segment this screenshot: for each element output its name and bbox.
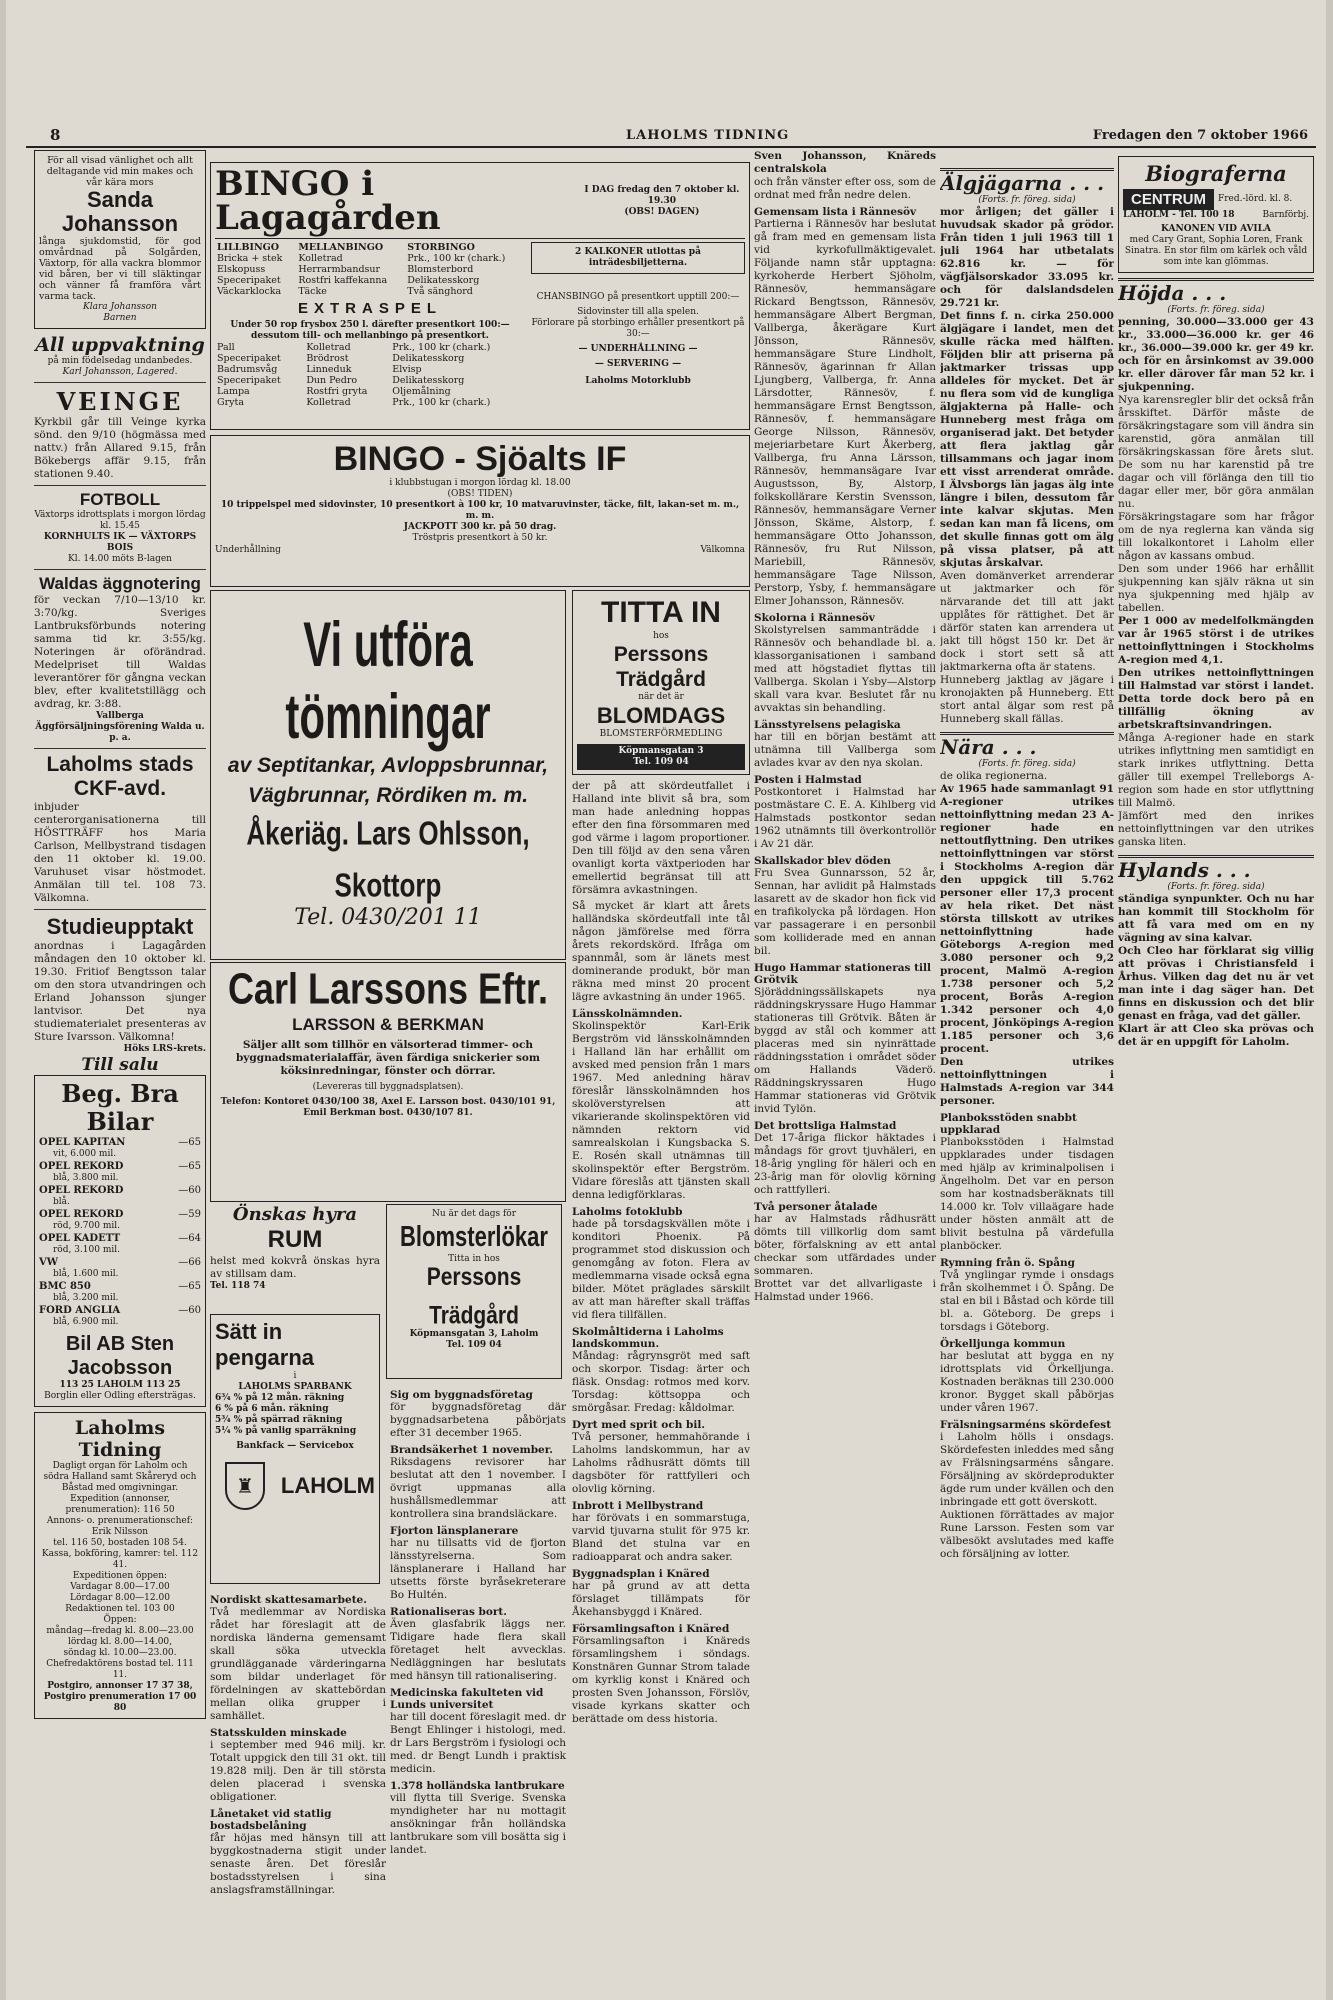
bingo-title: BINGO i Lagagården [215, 164, 441, 238]
prize-row [215, 264, 525, 275]
inbr-body: har förövats i en sommarstuga, varvid tjuvarna stulit för 975 kr. Bland det stulna var en radioapparat och andra saker. [572, 1512, 750, 1563]
rate-line: 5¾ % på spärrad räkning [215, 1415, 343, 1425]
stat-body: i september med 946 milj. kr. Totalt uppgick den till 31 okt. till 19.828 milj. Den är till största delen placerad i svenska obligationer. [210, 1739, 386, 1803]
car-row [39, 1208, 201, 1221]
bingo-head: LILLBINGO [217, 242, 280, 253]
frals-title: Frälsningsarméns skördefest [940, 1419, 1112, 1431]
ckf-title: Laholms stads CKF-avd. [46, 753, 194, 800]
car-year: —59 [178, 1209, 201, 1220]
thanks-body: långa sjukdomstid, för god omvårdnad på Solgården, Växtorp, för alla vackra blommor vid båren, ber vi till släktingar och vänner få framföra vårt varma tack. [39, 236, 201, 302]
blom-addr: Köpmansgatan 3, Laholm [409, 1329, 539, 1339]
cars-title: Beg. Bra Bilar [61, 1079, 179, 1136]
carl-body: Säljer allt som tillhör en välsorterad timmer- och byggnadsmaterialaffär, även färdiga snickerier som köksinredningar, fönster och dörrar. [235, 1039, 541, 1077]
car-row [39, 1160, 201, 1173]
prize-cell: Rostfri kaffekanna [298, 275, 388, 286]
studie-sign: Höks LRS-krets. [123, 1044, 206, 1054]
vi-title: Vi utföra tömningar [285, 609, 491, 752]
uppvaktning-title: All uppvaktning [35, 334, 205, 356]
fors-title: Församlingsafton i Knäred [572, 1623, 730, 1635]
hojda-body2: Nya karensregler blir det också från årsskiftet. Därför måste de försäkringstagare som vill ändra sin karenstid, göra anmälan till försäkringskassan före årets slut. De som nu har karenstid på tre dagar och vill förlänga den till tio dagar eller mer, bör göra anmälan nu. [1118, 394, 1314, 510]
veinge-body: Kyrkbil går till Veinge kyrka sönd. den 9/10 (högmässa med nattv.) från Allared 9.15, från Bökebergs affär 9.15, från stationen 9.40. [34, 416, 206, 480]
inbr-title: Inbrott i Mellbystrand [572, 1500, 704, 1512]
prize-cell: Täcke [298, 286, 327, 297]
lans-body: Skolinspektör Karl-Erik Bergström vid länsskolnämnden i Halland län har erhållit om avsked med pension från 1 mars 1967. Med anledning härav föreslår länsskolnämnden hos skolöverstyrelsen att vikarierande skolinspektören vid nämnden rektorn vid samrealskolan i Kungsbacka S. E. Rosén skall utnämnas till skolinspektör efter Bergström. Vidare föreslås att tjänsten skall denna ledigförklaras. [572, 1020, 750, 1201]
prize-cell: Prk., 100 kr (chark.) [407, 253, 506, 264]
blom-titta: Titta in hos [448, 1254, 500, 1264]
alg-body2: Det finns f. n. cirka 250.000 älgjägare i landet, men det skulle räcka med hälften. Följden blir att priserna på jaktmarker trissas upp alldeles för mycket. Det är nu flera som vid de kungliga älgjakterna på Halle- och Hunneberg mest fråga om organiserad jakt. Det betyder att flera jaktlag går tillsammans och jagar inom ett visst arrenderat område. I Älvsborgs län jagas älg inte längre i bilen, dessutom får inte kalvar skjutas. Men sedan kan man få licens, om det skulle finnas gott om älg på vissa platser, på att skjutas årskalvar. [940, 310, 1114, 569]
fjorton-title: Fjorton länsplanerare [390, 1525, 519, 1537]
prize-cell: Blomsterbord [407, 264, 474, 275]
hyl-sub: (Forts. fr. föreg. sida) [1167, 882, 1265, 892]
satt-bank2: Bankfack — Servicebox [236, 1441, 354, 1451]
prize-cell: Prk., 100 kr (chark.) [392, 342, 491, 353]
lan-body: får höjas med hänsyn till att byggkostnaderna stigit under senaste åren. Det föreslår bostadsstyrelsen i sina anslagsframställningar. [210, 1832, 386, 1896]
sj-body: 10 trippelspel med sidovinster, 10 presentkort à 100 kr, 10 matvaruvinster, täcke, filt, lakan-set m. m., m. m. [220, 500, 740, 521]
sj-obs: (OBS! TIDEN) [447, 489, 513, 499]
titta-addr: Köpmansgatan 3 [618, 746, 704, 756]
a1-body2: Så mycket är klart att årets halländska skördeutfall inte tål någon jämförelse med förra årets rekordskörd. Ifråga om spannmål, som är länets mest dominerande produkt, bör man räkna med minst 20 procent lägre avkastning än under 1965. [572, 900, 750, 1003]
onskas-hyra-ad [210, 1204, 380, 1312]
lans-title: Länsskolnämnden. [572, 1008, 683, 1020]
nara-body: de olika regionerna. [940, 770, 1048, 782]
posten-title: Posten i Halmstad [754, 774, 862, 786]
alg-body4: Hunneberg jaktlag av jägare i kronojakten på Hunneberg. Ett stort antal älgar som rest på Hunneberg skall fällas. [940, 674, 1114, 725]
fotboll-extra: Kl. 14.00 möts B-lagen [68, 554, 172, 564]
bingo-head: STORBINGO [407, 242, 475, 253]
studie-title: Studieupptakt [46, 914, 194, 939]
uppvaktning-body: på min födelsedag undanbedes. [47, 356, 193, 366]
brand-title: Brandsäkerhet 1 november. [390, 1444, 553, 1456]
bingo-und: — UNDERHÅLLNING — [578, 344, 698, 354]
stat-title: Statsskulden minskade [210, 1727, 347, 1739]
centrum-barn: Barnförbj. [1262, 210, 1309, 220]
prize-cell: Delikatesskorg [407, 275, 480, 286]
car-name: OPEL REKORD [39, 1185, 124, 1196]
nara-title: Nära . . . [940, 735, 1037, 759]
lt-box [34, 1412, 206, 1719]
titta-in-ad [572, 590, 750, 775]
blom-top: Nu är det dags för [431, 1209, 517, 1219]
satt-laholm: LAHOLM [280, 1473, 375, 1498]
nara-body2: Av 1965 hade sammanlagt 91 A-regioner utrikes nettoinflyttning medan 23 A-regioner hade en nettoutflyttning. Den utrikes nettoinflyttningen var störst i Stockholms A-region där den uppgick till 5.762 personer eller 17,3 procent av hela riket. Det näst största tillskott av utrikes nettoinflyttning hade Göteborgs A-region med 3.080 personer och 9,2 procent, Malmö A-region 1.738 personer och 5,2 procent, Borås A-region 1.342 personer och 4,0 procent, Jönköpings A-region 1.185 personer och 3,6 procent. [940, 783, 1114, 1055]
alg-body3: Aven domänverket arrenderar ut jaktmarker och för närvarande det till att jakt upplåtes för rättighet. Det är därför staten kan arrendera ut jakt till högst 150 kr. Det är dock i stort sett så att jaktmarkerna ofta är statens. [940, 570, 1114, 673]
hyl-body3: Klart är att Cleo ska prövas och det är en uppgift för Laholm. [1118, 1023, 1314, 1048]
prize-row [215, 275, 525, 286]
bingo-prize-table [215, 242, 525, 297]
bingo-extra-title: EXTRASPEL [297, 300, 442, 317]
prize-cell: Badrumsvåg [217, 364, 278, 375]
hyl-body: ständiga synpunkter. Och nu har han kommit till Stockholm för att få vara med om en ny vägning av sina kalvar. [1118, 893, 1314, 944]
vi-tel: Tel. 0430/201 11 [294, 905, 482, 930]
car-year: —60 [178, 1185, 201, 1196]
ho-title: 1.378 holländska lantbrukare [390, 1780, 565, 1792]
blom-name: Perssons Trädgård [426, 1263, 522, 1330]
gem-title: Gemensam lista i Rännesöv [754, 206, 917, 218]
carl-sub: LARSSON & BERKMAN [292, 1015, 484, 1034]
page-number: 8 [50, 126, 61, 144]
car-year: —66 [178, 1257, 201, 1268]
lt-oppen: Öppen: [103, 1615, 137, 1625]
hojda-body7: Många A-regioner hade en stark utrikes inflyttning men samtidigt en stark inrikes utflyttning. Detta gäller till exempel Trelleborgs A-region som hade en stor utflyttning till Malmö. [1118, 732, 1314, 809]
hugo-body: Sjöräddningssällskapets nya räddningskryssare Hugo Hammar stationeras till Grötvik. Båten är byggd av stål och kommer att placeras med sin nyinrättade räddningsstation i området söder om Hallands Väderö. Räddningskryssaren Hugo Hammar stationeras vid Grötvik invid Tylön. [754, 986, 936, 1115]
blom-tel: Tel. 109 04 [446, 1340, 502, 1350]
skol-body: Måndag: rågrynsgröt med saft och skorpor. Tisdag: ärter och fläsk. Onsdag: rotmos med korv. Torsdag: köttsoppa och smörgåsar. Fredag: kåldolmar. [572, 1350, 750, 1414]
bingo-extra-body: Under 50 rop frysbox 250 l. därefter presentkort 100:— dessutom till- och mellanbingo på presentkort. [230, 320, 510, 341]
frals-body: i Laholm hölls i onsdags. Skördefesten inleddes med sång av Frälsningsarméns sångare. Försäljning av skördeprodukter ägde rum under kvällen och den inbringade ett gott överskott. [940, 1431, 1114, 1508]
prize-cell: Elskopuss [217, 264, 266, 275]
alg-sub: (Forts. fr. föreg. sida) [978, 195, 1076, 205]
thanks-text: För all visad vänlighet och allt deltagande vid min makes och vår kära mors [46, 155, 194, 188]
onskas-tel: Tel. 118 74 [210, 1281, 266, 1291]
bio-title: Biograferna [1145, 161, 1287, 186]
lt-chef: Chefredaktörens bostad tel. 111 11. [46, 1659, 194, 1680]
hyl-body2: Och Cleo har förklarat sig villig att prövas i Christiansfeld i Århus. Vilken dag det nu är vet man inte i dag säger han. Det finns en diskussion och det blir genast en fråga, vad det gäller. [1118, 945, 1314, 1022]
posten-body: Postkontoret i Halmstad har postmästare C. E. A. Kihlberg vid Halmstads postkontor sedan 1962 utnämnts till överkontrollör i Av 21 där. [754, 786, 936, 850]
skolorna-body: Skolstyrelsen sammanträdde i Rännesöv och behandlade bl. a. klassorganisationen i samband med att högstadiet flyttas till Vallberga. Skolan i Ysby—Alstorp skall vara kvar. Beslutet får nu avvaktas sin behandling. [754, 624, 936, 714]
skolorna-title: Skolorna i Rännesöv [754, 612, 875, 624]
plan-body: Planboksstöden i Halmstad uppklarades under tisdagen med hjälp av kriminalpolisen i Ängelholm. Det var en person som har kostnadsberäknats till 14.000 kr. Tolv villaägare hade under hösten anmält att de blivit bestulna på värdefulla planböcker. [940, 1136, 1114, 1252]
sparbank-ad [210, 1314, 380, 1584]
prize-row [215, 342, 525, 353]
cars-ad [34, 1075, 206, 1407]
bingo-forl: Förlorare på storbingo erhåller presentkort på 30:— [531, 318, 745, 339]
bingo-kalkoner: 2 KALKONER utlottas på inträdesbiljetterna. [531, 242, 745, 274]
brand-body: Riksdagens revisorer har beslutat att den 1 november. I övrigt uppmanas alla hushållsmedlemmar att kontrollera sina brandsläckare. [390, 1456, 566, 1520]
blomsterlokar-ad [386, 1204, 562, 1379]
prize-cell: Speceripaket [217, 353, 281, 364]
car-name: OPEL REKORD [39, 1161, 124, 1172]
lt-ann: Annons- o. prenumerationschef: Erik Nilsson [46, 1516, 194, 1537]
prize-cell: Lampa [217, 386, 250, 397]
prize-cell: Kolletrad [298, 253, 343, 264]
nord-body: Två medlemmar av Nordiska rådet har föreslagit att de nordiska länderna gemensamt skall söka utveckla grundlägganade värderingarna som bildar underlaget för fördelningen av skattebördan mellan olika grupper i samhället. [210, 1606, 386, 1722]
car-year: —65 [178, 1137, 201, 1148]
gem-body: Partierna i Rännesöv har beslutat gå fram med en gemensam lista vid kyrkofullmäktigevalet. Följande namn står upptagna: kyrkoherde Herbert Sjöholm, Rännesöv, hemmansägare Rickard Bengtsson, Rännesöv, hemmansägare Albert Bergman, Vallberga, åkerägare Kurt Jönsson, Rännesöv, hemmansägare Sture Lindholt, Rännesöv, ägarinnan fr Allan Ljungberg, Vallberga, fr. Anna Lärsdotter, Rännesöv, f. hemmansägare Ernst Bengtsson, Rännesöv, f. hemmansägare George Nilsson, Rännesöv, mejeriarbetare Kurt Åkerberg, Vallberga, fru Anna Lärsson, Rännesöv, hemmansägare Ivar Augustsson, By, Alstorp, folkskollärare Kerstin Svensson, Rännesöv, hemmansägare Verner Jönsson, Skäme, Alstorp, f. hemmansägare Otto Johansson, Rännesöv, fru Rut Nilsson, Mariebill, Rännesöv, hemmansägare Tage Nilsson, Perstorp, Ysby, f. hemmansägare Elmer Johansson, Rännesöv. [754, 218, 936, 607]
satt-title: Sätt in pengarna [215, 1319, 315, 1370]
bygg-body: har på grund av att detta förslaget tillämpats för Åkehansbyggd i Knäred. [572, 1580, 750, 1618]
prize-cell: Elvisp [392, 364, 422, 375]
skol-title: Skolmåltiderna i Laholms landskommun. [572, 1326, 724, 1350]
prize-cell: Delikatesskorg [392, 375, 465, 386]
prize-cell: Herrarmbandsur [298, 264, 381, 275]
rym-body: Två ynglingar rymde i onsdags från skolhemmet i Ö. Spång. De stal en bil i Båstad och körde till bl. a. Göteborg. De greps i torsdags i Göteborg. [940, 1269, 1114, 1333]
prize-row [215, 397, 525, 408]
hojda-body6: Den utrikes nettoinflyttningen till Halmstad var störst i landet. Detta torde dock bero på en tillfällig ökning av arbetskraftsinvandringen. [1118, 667, 1314, 731]
sj-jack: JACKPOTT 300 kr. på 50 drag. [403, 522, 557, 532]
onskas-rum: RUM [267, 1226, 323, 1253]
titta-blom: BLOMDAGS [596, 703, 726, 728]
car-row [39, 1184, 201, 1197]
biograf-box [1118, 156, 1314, 273]
fals-title: Två personer åtalade [754, 1201, 878, 1213]
articles-col2b [390, 1385, 566, 1990]
skall-body: Fru Svea Gunnarsson, 52 år, Sennan, har avlidit på Halmstads lasarett av de skador hon fick vid en trafikolycka på lördagen. Hon var passagerare i en personbil som kolliderade med en annan bil. [754, 867, 936, 957]
fotboll-title: FOTBOLL [79, 490, 161, 509]
vi-utfora-ad [210, 590, 566, 960]
dyr-body: Två personer, hemmahörande i Laholms landskommun, har av Laholms rådhusrätt dömts till dagsböter för rattfylleri och olovlig körning. [572, 1431, 750, 1495]
prize-row [215, 253, 525, 264]
prize-cell: Linneduk [306, 364, 352, 375]
prize-cell: Oljemålning [392, 386, 451, 397]
lt-mf: måndag—fredag kl. 8.00—23.00 [46, 1626, 194, 1636]
sj-und: Underhållning [215, 545, 281, 555]
prize-cell: Pall [217, 342, 235, 353]
prize-cell: Prk., 100 kr (chark.) [392, 397, 491, 408]
rate-line: 5¼ % på vanlig sparräkning [215, 1426, 357, 1436]
bingo-when: I DAG fredag den 7 oktober kl. 19.30 [584, 184, 740, 206]
sj-val: Välkomna [700, 545, 745, 555]
prize-cell: Gryta [217, 397, 244, 408]
prize-cell: Brödrost [306, 353, 349, 364]
bingo-lagagarden-ad [210, 162, 750, 430]
sven-body: och från vänster efter oss, som de ordnat med från nedre delen. [754, 176, 936, 201]
car-name: OPEL REKORD [39, 1209, 124, 1220]
nara-sub: (Forts. fr. föreg. sida) [978, 759, 1076, 769]
lt-tel: tel. 116 50, bostaden 108 54. [53, 1538, 187, 1548]
titta-bf: BLOMSTERFÖRMEDLING [599, 729, 723, 739]
carl-larssons-ad [210, 962, 566, 1202]
prize-row [215, 364, 525, 375]
till-salu-title: Till salu [81, 1055, 159, 1075]
car-row [39, 1280, 201, 1293]
fors-body: Församlingsafton i Knäreds församlingshem i söndags. Konstnären Gunnar Strom talade om kyrklig konst i Knäred och prosten Sven Johansson, Förslöv, visade kyrkans skatter och berättade om dess historia. [572, 1635, 750, 1725]
lt-vard: Vardagar 8.00—17.00 [70, 1582, 170, 1592]
sven-title: Sven Johansson, Knäreds centralskola [754, 150, 936, 175]
column-1 [34, 150, 206, 1990]
hojda-body3: Försäkringstagare som har frågor om de nya reglerna kan vända sig till lokalkontoret i Laholm eller någon av kassans ombud. [1118, 511, 1314, 562]
auk-body: Auktionen förrättades av major Rune Larsson. Festen som var välbesökt avslutades med kaffe och försäljning av lotter. [940, 1509, 1114, 1560]
car-name: BMC 850 [39, 1281, 91, 1292]
lt-red: Redaktionen tel. 103 00 [65, 1604, 175, 1614]
prize-cell: Väckarklocka [217, 286, 282, 297]
lt-so: söndag kl. 10.00—23.00. [63, 1648, 177, 1658]
onskas-title: Önskas hyra [232, 1204, 358, 1225]
skall-title: Skallskador blev döden [754, 855, 891, 867]
rym-title: Rymning från ö. Spång [940, 1257, 1075, 1269]
newspaper-page [6, 0, 1326, 2000]
rate-line: 6 % på 6 mån. räkning [215, 1404, 329, 1414]
car-note: röd, 3.100 mil. [53, 1245, 120, 1255]
bingo-extra-table [215, 342, 525, 408]
centrum-tel: LAHOLM - Tel. 100 18 [1123, 210, 1235, 220]
vi-name: Åkeriäg. Lars Ohlsson, Skottorp [246, 813, 530, 905]
car-note: blå, 6.900 mil. [53, 1317, 119, 1327]
sj-when: i klubbstugan i morgon lördag kl. 18.00 [389, 478, 571, 488]
bingo-obs: (OBS! DAGEN) [624, 206, 700, 217]
hyl-title: Hylands . . . [1118, 858, 1251, 882]
issue-date: Fredagen den 7 oktober 1966 [1092, 128, 1308, 143]
waldas-body: för veckan 7/10—13/10 kr. 3:70/kg. Sveriges Lantbruksförbunds notering samma tid kr. 3:55/kg. Noteringen är oförändrad. Medelpriset till Waldas leverantörer för gångna veckan blev, efter kvalitetstillägg och avdrag, kr. 3:88. [34, 594, 206, 710]
hojda-body8: Jämfört med den inrikes nettoinflyttningen var den utrikes ganska liten. [1118, 810, 1314, 848]
bingo-serv: — SERVERING — [594, 359, 682, 369]
car-name: OPEL KAPITAN [39, 1137, 126, 1148]
satt-i: i [293, 1371, 297, 1381]
prize-cell: Delikatesskorg [392, 353, 465, 364]
prize-row [215, 386, 525, 397]
ration-body: Även glasfabrik läggs ner. Tidigare hade flera skall företaget helt avvecklas. Nedläggningen har beslutats med hänsyn till rationalisering. [390, 1618, 566, 1682]
alg-body: mor årligen; det gäller i huvudsak skador på grödor. Från tiden 1 juli 1963 till 1 juli 1964 har utbetalats 62.816 kr. — för vägfjälsorskador 33.095 kr. och för dalslandsdelen 29.721 kr. [940, 206, 1114, 309]
lansstyr-title: Länsstyrelsens pelagiska [754, 719, 901, 731]
hojda-body4: Den som under 1966 har erhållit sjukpenning kan själv räkna ut sin nya sjukpenning med hjälp av tabellen. [1118, 563, 1314, 614]
car-year: —64 [178, 1233, 201, 1244]
car-year: —65 [178, 1281, 201, 1292]
ration-title: Rationaliseras bort. [390, 1606, 507, 1618]
sig-title: Sig om byggnadsföretag [390, 1389, 533, 1401]
thanks-notice [34, 150, 206, 329]
bingo-sjoalts-ad [210, 435, 750, 587]
bil-title: Bil AB Sten Jacobsson [65, 1333, 175, 1379]
car-name: FORD ANGLIA [39, 1305, 121, 1316]
prize-row [215, 286, 525, 297]
bingo-sido: Sidovinster till alla spelen. [577, 307, 699, 317]
fotboll-body: Växtorps idrottsplats i morgon lördag kl. 15.45 [34, 510, 206, 531]
fjorton-body: har nu tillsatts vid de fjorton länsstyrelserna. Som länsplanerare i Halland har utsetts förste byråsekreterare Bo Hultén. [390, 1537, 566, 1601]
med-body: har till docent föreslagit med. dr Bengt Ehlinger i histologi, med. dr Lars Bergström i fysiologi och med. dr Bengt Lundh i praktisk medicin. [390, 1711, 566, 1775]
bingo-head: MELLANBINGO [298, 242, 384, 253]
sj-trost: Tröstpris presentkort à 50 kr. [412, 533, 548, 543]
lt-body: Dagligt organ för Laholm och södra Halland samt Skåreryd och Båstad med omgivningar. [43, 1461, 197, 1493]
thanks-name: Sanda Johansson [61, 187, 179, 236]
titta-tel: Tel. 109 04 [633, 757, 689, 767]
titta-name: Perssons Trädgård [613, 643, 709, 691]
laholm-crest-icon: ♜ [225, 1462, 265, 1510]
nara-body3: Den utrikes nettoinflyttningen i Halmstads A-region var 344 personer. [940, 1056, 1114, 1107]
lt-tider: Expeditionen öppen: [72, 1571, 168, 1581]
brottet-body: Brottet var det allvarligaste i Halmstad under 1966. [754, 1278, 936, 1303]
waldas-sign: Vallberga Äggförsäljningsförening Walda u. p. a. [35, 711, 205, 743]
vi-body: av Septitankar, Avloppsbrunnar, Vägbrunnar, Rördiken m. m. [227, 754, 549, 807]
prize-row [215, 375, 525, 386]
foto-title: Laholms fotoklubb [572, 1206, 683, 1218]
satt-bank: LAHOLMS SPARBANK [238, 1382, 352, 1392]
dyr-title: Dyrt med sprit och bil. [572, 1419, 705, 1431]
thanks-sign: Klara Johansson Barnen [83, 302, 157, 323]
ork-body: har beslutat att bygga en ny idrottsplats vid Örkelljunga. Kostnaden beräknas till 230.000 kronor. Bygget skall påbörjas under våren 1967. [940, 1350, 1114, 1414]
hojda-body: penning, 30.000—33.000 ger 43 kr., 33.000—36.000 kr. ger 46 kr., 36.000—39.000 kr. ger 49 kr. och för en årsinkomst av 39.000 kr. eller därover får man 52 kr. i sjukpenning. [1118, 316, 1314, 393]
nord-title: Nordiskt skattesamarbete. [210, 1594, 367, 1606]
car-note: röd, 9.700 mil. [53, 1221, 120, 1231]
hojda-body5: Per 1 000 av medelfolkmängden var år 1965 störst i de utrikes nettoinflyttningen i Stockholms A-region med 4,1. [1118, 615, 1314, 666]
lt-exp: Expedition (annonser, prenumeration): 116 50 [65, 1494, 175, 1515]
alg-title: Älgjägarna . . . [940, 171, 1105, 195]
carl-lev: (Levereras till byggnadsplatsen). [312, 1082, 464, 1092]
bil-addr: 113 25 LAHOLM 113 25 [59, 1380, 181, 1390]
car-name: OPEL KADETT [39, 1233, 121, 1244]
film-body: med Cary Grant, Sophia Loren, Frank Sinatra. En stor film om kärlek och våld som inte kan glömmas. [1124, 235, 1308, 267]
brott-title: Det brottsliga Halmstad [754, 1120, 897, 1132]
car-note: blå, 3.200 mil. [53, 1293, 119, 1303]
car-row [39, 1304, 201, 1317]
car-note: blå, 1.600 mil. [53, 1269, 119, 1279]
med-title: Medicinska fakulteten vid Lunds universitet [390, 1687, 544, 1711]
fals-body: har av Halmstads rådhusrätt dömts till villkorlig dom samt böter, förfalskning av ett antal checkar som utfärdades under sommaren. [754, 1213, 936, 1277]
plan-title: Planboksstöden snabbt uppklarad [940, 1112, 1077, 1136]
fotboll-teams: KORNHULTS IK — VÄXTORPS BOIS [43, 532, 197, 553]
uppvaktning-sign: Karl Johansson, Lagered. [62, 367, 178, 377]
lansstyr-body: har till en början bestämt att utnämna till Vallberga som avlades kvar av den nya skolan. [754, 731, 936, 769]
ho-body: vill flytta till Sverige. Svenska myndigheter har nu mottagit ansökningar från holländska lantbrukare som vill bosätta sig i landet. [390, 1792, 566, 1856]
blom-title: Blomsterlökar [400, 1220, 548, 1253]
prize-cell: Kolletrad [306, 342, 351, 353]
sig-body: för byggnadsföretag där byggnadsarbetena påbörjats efter 31 december 1965. [390, 1401, 566, 1439]
bil-body: Borglin eller Odling eftersträgas. [44, 1391, 196, 1401]
prize-cell: Rostfri gryta [306, 386, 368, 397]
lt-lord: Lördagar 8.00—12.00 [70, 1593, 170, 1603]
car-name: VW [39, 1257, 58, 1268]
newspaper-name: LAHOLMS TIDNING [626, 128, 790, 143]
lt-giro: Postgiro, annonser 17 37 38, Postgiro prenumeration 17 00 80 [43, 1681, 197, 1713]
lt-lo: lördag kl. 8.00—14.00, [67, 1637, 173, 1647]
car-row [39, 1256, 201, 1269]
onskas-body: helst med kokvrå önskas hyra av stillsam dam. [210, 1255, 380, 1280]
column-5 [1118, 150, 1314, 1990]
bingo-chans: CHANSBINGO på presentkort upptill 200:— [536, 292, 740, 302]
prize-row [215, 353, 525, 364]
satt-rates [215, 1393, 375, 1437]
prize-cell: Bricka + stek [217, 253, 283, 264]
waldas-title: Waldas äggnotering [39, 574, 201, 593]
articles-col2c [572, 780, 750, 1990]
prize-cell: Dun Pedro [306, 375, 358, 386]
centrum-label: CENTRUM [1123, 189, 1214, 210]
ork-title: Örkelljunga kommun [940, 1338, 1066, 1350]
titta-hos: hos [653, 631, 669, 641]
column-2 [210, 150, 750, 1990]
brott-body: Det 17-åriga flickor häktades i måndags för grovt tjuvhäleri, en 18-årig yngling för häleri och en 23-årig man för olovlig körning och rattfylleri. [754, 1132, 936, 1196]
titta-title: TITTA IN [601, 596, 721, 629]
column-4 [940, 150, 1114, 1990]
centrum-time: Fred.-lörd. kl. 8. [1218, 194, 1293, 204]
a1-body: der på att skördeutfallet i Halland inte blivit så bra, som man hade anledning hoppas efter den fina försommaren med god värme i lagom proportioner. Den till följd av den sena våren ovanligt korta växtperioden har emellertid begränsat till att försämra avkastningen. [572, 780, 750, 896]
car-note: blå. [53, 1197, 70, 1207]
column-3 [754, 150, 936, 1990]
sj-title: BINGO - Sjöalts IF [333, 440, 627, 478]
carl-tel: Telefon: Kontoret 0430/100 38, Axel E. Larsson bost. 0430/101 91, Emil Berkman bost. 0430/107 81. [220, 1097, 556, 1118]
veinge-title: VEINGE [56, 387, 184, 416]
bygg-title: Byggnadsplan i Knäred [572, 1568, 710, 1580]
lt-kassa: Kassa, bokföring, kamrer: tel. 112 41. [41, 1549, 199, 1570]
foto-body: hade på torsdagskvällen möte i konditori Phoenix. På programmet stod diskussion och genomgång av foton. Flera av medlemmarna visade också egna bilder. Mötet präglades särskilt av att man härefter skall träffas vid flera tillfällen. [572, 1218, 750, 1321]
car-year: —60 [178, 1305, 201, 1316]
hojda-sub: (Forts. fr. föreg. sida) [1167, 305, 1265, 315]
carl-title: Carl Larssons Eftr. [227, 963, 549, 1013]
page-header [26, 126, 1316, 148]
bingo-sign: Laholms Motorklubb [585, 376, 691, 386]
lt-title: Laholms Tidning [74, 1417, 166, 1461]
rate-line: 6¾ % på 12 mån. räkning [215, 1393, 345, 1403]
prize-cell: Speceripaket [217, 275, 281, 286]
prize-cell: Kolletrad [306, 397, 351, 408]
prize-cell: Två sänghord [407, 286, 473, 297]
car-row [39, 1136, 201, 1149]
car-note: vit, 6.000 mil. [53, 1149, 117, 1159]
articles-col2a [210, 1590, 386, 1990]
hojda-title: Höjda . . . [1118, 281, 1227, 305]
ckf-body: inbjuder centerorganisationerna till HÖSTTRÄFF hos Maria Carlson, Mellbystrand tisdagen den 11 oktober kl. 19.00. Varuhuset visar höstmodet. Anmälan till tel. 108 73. Välkomna. [34, 801, 206, 904]
titta-nar: när det är [638, 692, 684, 702]
car-year: —65 [178, 1161, 201, 1172]
cars-list [39, 1136, 201, 1328]
studie-body: anordnas i Lagagården måndagen den 10 oktober kl. 19.30. Fritiof Bengtsson talar om den stora utvandringen och Erland Johansson sjunger lantvisor. Det nya studiematerialet presenteras av Sture Ivarsson. Välkomna! [34, 940, 206, 1043]
prize-cell: Speceripaket [217, 375, 281, 386]
car-note: blå, 3.800 mil. [53, 1173, 119, 1183]
car-row [39, 1232, 201, 1245]
film-title: KANONEN VID AVILA [1161, 224, 1271, 234]
hugo-title: Hugo Hammar stationeras till Grötvik [754, 962, 931, 986]
lan-title: Lånetaket vid statlig bostadsbelåning [210, 1808, 332, 1832]
